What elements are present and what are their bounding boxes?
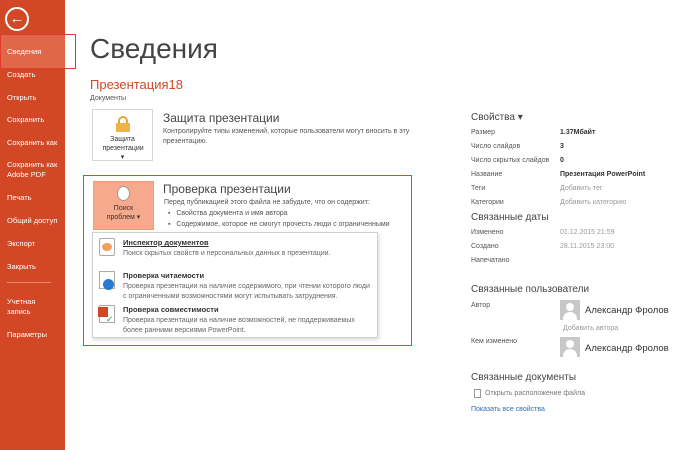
inspect-bullet: ▪ Содержимое, которое не смогут прочесть люди с ограниченными	[168, 221, 390, 228]
file-icon	[474, 389, 481, 398]
protect-presentation-button[interactable]: Защита презентации ▾	[92, 109, 153, 161]
page-title: Сведения	[90, 33, 218, 64]
property-label: Название	[471, 171, 503, 178]
accessibility-check-icon	[99, 271, 115, 289]
sidebar-item-save-as-pdf[interactable]: Сохранить как Adobe PDF	[7, 160, 58, 179]
sidebar-item-save[interactable]: Сохранить	[7, 115, 45, 124]
property-label: Напечатано	[471, 257, 510, 264]
sidebar-item-print[interactable]: Печать	[7, 193, 32, 202]
users-header: Связанные пользователи	[471, 284, 590, 295]
sidebar-divider	[7, 282, 51, 283]
sidebar-item-export[interactable]: Экспорт	[7, 239, 36, 248]
check-issues-menu	[92, 232, 378, 338]
selection-highlight	[0, 34, 76, 69]
property-label: Категории	[471, 199, 504, 206]
property-label: Теги	[471, 185, 486, 192]
document-inspector-icon	[99, 238, 115, 256]
protect-title: Защита презентации	[163, 111, 280, 125]
compatibility-check-icon: ✓	[99, 305, 115, 323]
property-value[interactable]: Добавить тег	[560, 185, 603, 192]
modified-by-name[interactable]: Александр Фролов	[585, 343, 669, 354]
modified-by-label: Кем изменено	[471, 338, 518, 345]
property-label: Создано	[471, 243, 499, 250]
inspect-description: Перед публикацией этого файла не забудьте, что он содержит:	[164, 199, 370, 206]
inspect-bullet: ▪ Свойства документа и имя автора	[168, 210, 288, 217]
inspect-title: Проверка презентации	[163, 182, 291, 196]
modified-by-avatar	[560, 337, 580, 357]
file-name: Презентация18	[90, 77, 183, 92]
property-value[interactable]: Добавить категорию	[560, 199, 627, 206]
sidebar-item-open[interactable]: Открыть	[7, 93, 37, 102]
open-file-location-link[interactable]: Открыть расположение файла	[485, 390, 585, 397]
sidebar-item-close[interactable]: Закрыть	[7, 262, 36, 271]
author-label: Автор	[471, 302, 491, 309]
sidebar-item-account[interactable]: Учетная запись	[7, 297, 36, 316]
menu-item-accessibility-check[interactable]: Проверка читаемости Проверка презентации на наличие содержимого, при чтении которого люди с ограниченными возможностями могут испытывать затруднения.	[99, 271, 369, 305]
dates-header: Связанные даты	[471, 212, 549, 223]
author-avatar	[560, 300, 580, 320]
property-value: 1.37Мбайт	[560, 129, 596, 136]
file-location: Документы	[90, 95, 127, 102]
protect-description: Контролируйте типы изменений, которые пользователи могут вносить в эту презентацию.	[163, 128, 410, 145]
menu-item-compatibility-check[interactable]: ✓ Проверка совместимости Проверка презентации на наличие возможностей, не поддерживаемых более ранними версиями PowerPoint.	[99, 305, 369, 337]
sidebar-item-info[interactable]: Сведения	[0, 35, 65, 68]
add-author-link[interactable]: Добавить автора	[563, 325, 619, 332]
property-value: 3	[560, 143, 564, 150]
sidebar-item-new[interactable]: Создать	[7, 70, 36, 79]
property-label: Число слайдов	[471, 143, 521, 150]
inspect-document-icon	[117, 186, 130, 201]
sidebar-item-share[interactable]: Общий доступ	[7, 216, 58, 225]
property-value: 28.11.2015 23:00	[560, 243, 614, 250]
lock-icon	[116, 116, 130, 132]
property-value: 01.12.2015 21:59	[560, 229, 615, 236]
show-all-properties-link[interactable]: Показать все свойства	[471, 406, 545, 413]
documents-header: Связанные документы	[471, 372, 577, 383]
property-label: Размер	[471, 129, 496, 136]
sidebar-item-options[interactable]: Параметры	[7, 330, 47, 339]
property-value: 0	[560, 157, 564, 164]
check-issues-button[interactable]: Поиск проблем ▾	[93, 181, 154, 230]
property-label: Число скрытых слайдов	[471, 157, 550, 164]
sidebar-item-save-as[interactable]: Сохранить как	[7, 138, 58, 147]
back-button[interactable]	[5, 7, 29, 31]
property-label: Изменено	[471, 229, 504, 236]
property-value: Презентация PowerPoint	[560, 171, 646, 178]
arrow-left-icon: ←	[9, 10, 25, 27]
author-name[interactable]: Александр Фролов	[585, 305, 669, 316]
properties-header[interactable]: Свойства ▾	[471, 112, 523, 123]
menu-item-document-inspector[interactable]: Инспектор документов Поиск скрытых свойств и персональных данных в презентации.	[99, 238, 369, 266]
